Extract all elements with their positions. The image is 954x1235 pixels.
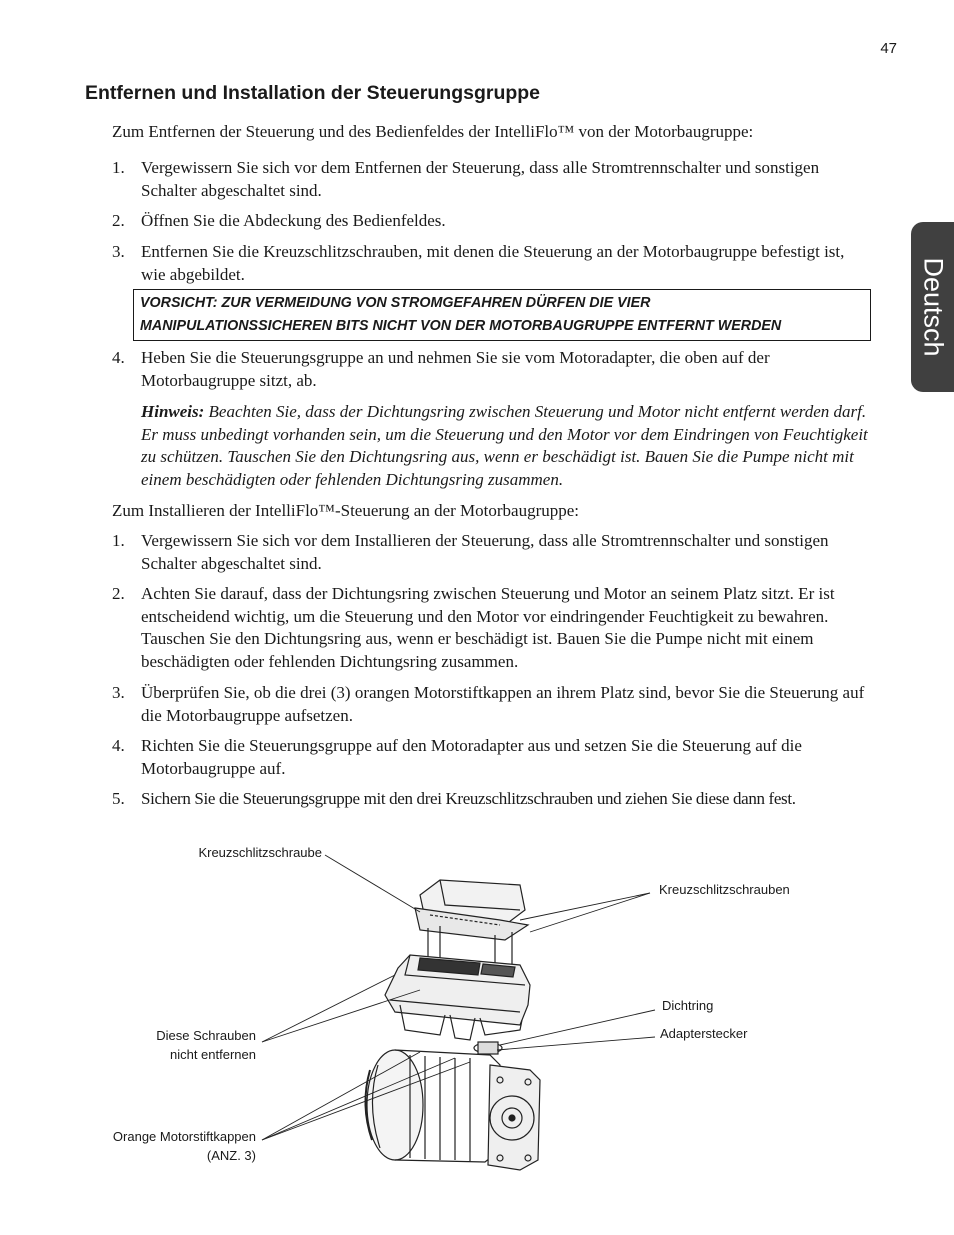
step-text: Öffnen Sie die Abdeckung des Bedienfeldes.: [141, 211, 446, 230]
callout-line: Diese Schrauben: [156, 1028, 256, 1043]
hint-note: [141, 401, 876, 491]
step-text: Überprüfen Sie, ob die drei (3) orangen Motorstiftkappen an ihrem Platz sind, bevor Sie die Steuerung auf die Motorbaugruppe aufsetzen.: [141, 683, 865, 725]
step-text: Entfernen Sie die Kreuzschlitzschrauben, mit denen die Steuerung an der Motorbaugruppe befestigt ist, wie abgebildet.: [141, 242, 845, 284]
hint-label: Hinweis:: [141, 402, 205, 421]
install-step: [112, 788, 902, 811]
install-step: [112, 583, 872, 673]
callout-line: (ANZ. 3): [206, 1148, 256, 1163]
step-text: Vergewissern Sie sich vor dem Entfernen der Steuerung, dass alle Stromtrennschalter und sonstigen Schalter abgeschaltet sind.: [141, 158, 820, 200]
step-number: 4.: [112, 348, 125, 367]
callout-line: Orange Motorstiftkappen: [112, 1129, 256, 1144]
step-text: Sichern Sie die Steuerungsgruppe mit den drei Kreuzschlitzschrauben und ziehen Sie diese dann fest.: [141, 789, 796, 808]
caution-line: VORSICHT: ZUR VERMEIDUNG VON STROMGEFAHREN DÜRFEN DIE VIER: [140, 295, 651, 311]
step-number: 5.: [112, 789, 125, 808]
callout-line: nicht entfernen: [169, 1047, 256, 1062]
step-number: 4.: [112, 736, 125, 755]
callout-adapter: Adapterstecker: [660, 1026, 748, 1041]
step-number: 1.: [112, 531, 125, 550]
control-housing: [385, 955, 530, 1040]
step-text: Vergewissern Sie sich vor dem Installieren der Steuerung, dass alle Stromtrennschalter und sonstigen Schalter abgeschaltet sind.: [141, 531, 829, 573]
section-heading: Entfernen und Installation der Steuerungsgruppe: [85, 82, 541, 104]
language-tab-label: Deutsch: [918, 257, 948, 357]
page-number: 47: [880, 40, 897, 57]
callout-do-not-remove: [100, 1026, 256, 1064]
adapter-plug: [478, 1042, 498, 1054]
step-number: 2.: [112, 584, 125, 603]
hint-text: Beachten Sie, dass der Dichtungsring zwischen Steuerung und Motor nicht entfernt werden darf. Er muss unbedingt vorhanden sein, um die Steuerung und den Motor vor dem Eindringen von Feuchtigkeit zu schützen. Tauschen Sie den Dichtungsring aus, wenn er beschädigt ist. Bauen Sie die Pumpe nicht mit einem beschädigten oder fehlenden Dichtungsring zusammen.: [141, 402, 868, 489]
removal-step: [112, 157, 872, 202]
callout-pin-caps: [60, 1127, 256, 1165]
caution-box: [133, 289, 871, 341]
step-number: 3.: [112, 683, 125, 702]
install-step: [112, 530, 872, 575]
step-number: 3.: [112, 242, 125, 261]
callout-screw: Kreuzschlitzschraube: [198, 845, 322, 860]
removal-step: [112, 347, 872, 392]
callout-seal: Dichtring: [662, 998, 714, 1013]
removal-step: [112, 241, 872, 286]
step-text: Heben Sie die Steuerungsgruppe an und nehmen Sie sie vom Motoradapter, die oben auf der Motorbaugruppe sitzt, ab.: [141, 348, 770, 390]
step-number: 1.: [112, 158, 125, 177]
removal-step: [112, 210, 872, 233]
step-text: Richten Sie die Steuerungsgruppe auf den Motoradapter aus und setzen Sie die Steuerung auf die Motorbaugruppe auf.: [141, 736, 802, 778]
install-step: [112, 682, 872, 727]
callout-screws: Kreuzschlitzschrauben: [659, 882, 790, 897]
language-tab: [911, 222, 954, 392]
install-intro: Zum Installieren der IntelliFlo™-Steuerung an der Motorbaugruppe:: [112, 501, 580, 520]
step-text: Achten Sie darauf, dass der Dichtungsring zwischen Steuerung und Motor an seinem Platz sitzt. Er ist entscheidend wichtig, um die Steuerung und den Motor vor eindringender Feuchtigkeit zu bewahren. Tauschen Sie den Dichtungsring aus, wenn er beschädigt ist. Bauen Sie die Pumpe nicht mit einem beschädigten oder fehlenden Dichtungsring zusammen.: [141, 584, 835, 671]
caution-line: MANIPULATIONSSICHEREN BITS NICHT VON DER MOTORBAUGRUPPE ENTFERNT WERDEN: [140, 318, 782, 334]
install-step: [112, 735, 872, 780]
step-number: 2.: [112, 211, 125, 230]
removal-intro: Zum Entfernen der Steuerung und des Bedienfeldes der IntelliFlo™ von der Motorbaugruppe:: [112, 122, 754, 141]
